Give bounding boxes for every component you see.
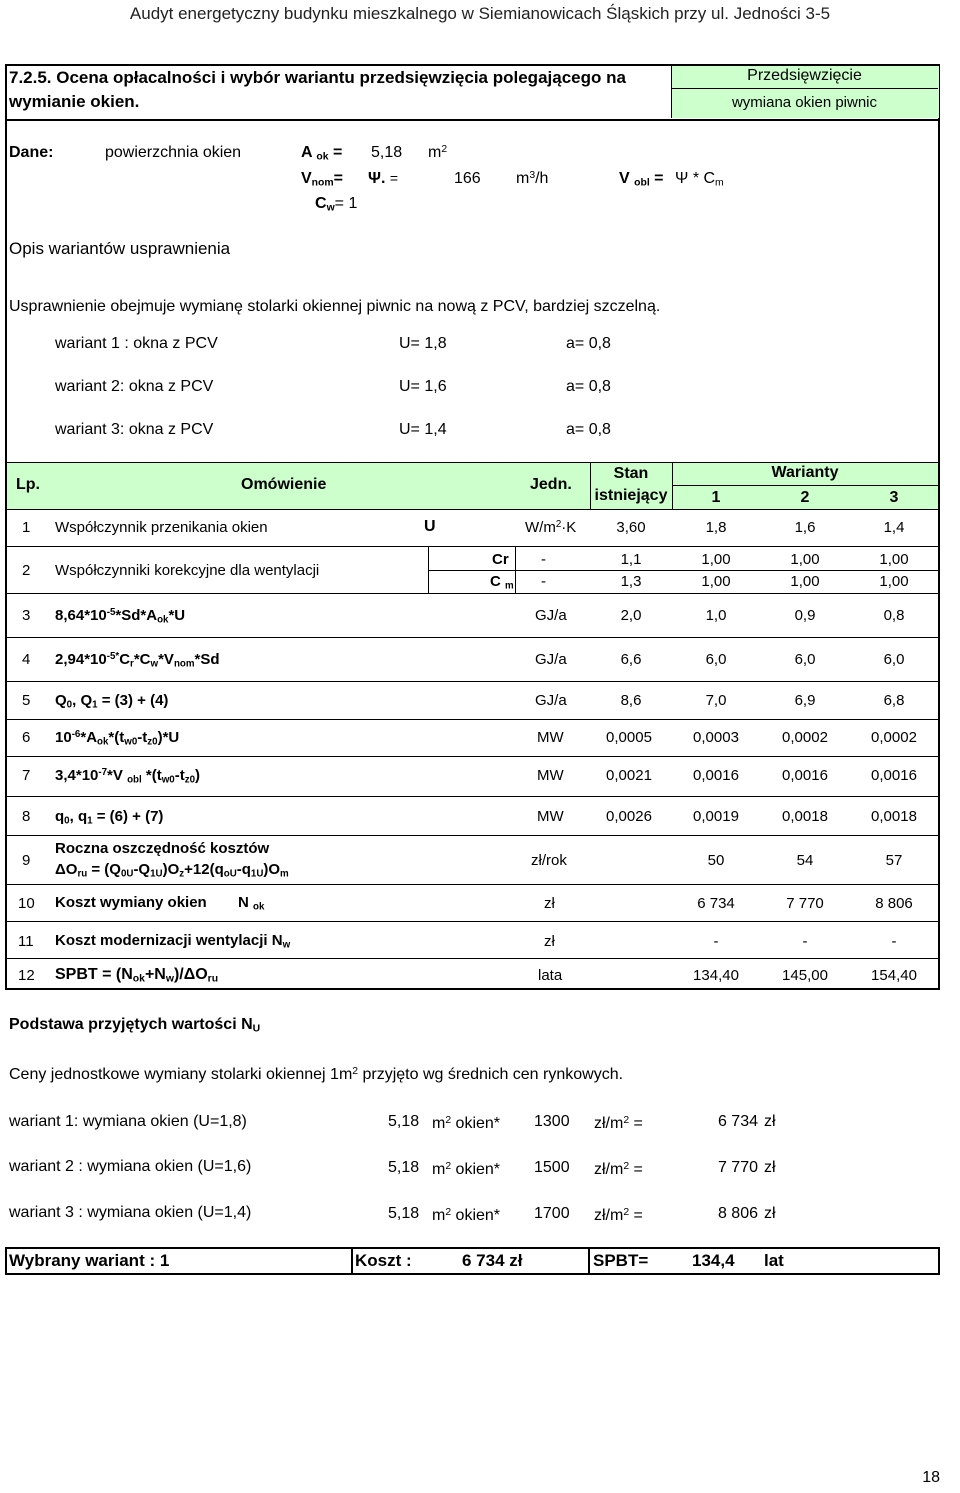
row1-sym: U — [424, 518, 436, 535]
row2a-sym: Cr — [492, 551, 509, 568]
aok-symbol: A $_{ok}$ = — [301, 144, 343, 163]
podstawa-text: Ceny jednostkowe wymiany stolarki okiennej $1m^2$ przyjęto wg średnich cen rynkowych. — [9, 1066, 624, 1084]
row6-stan: 0,0005 — [606, 729, 652, 746]
row2a-w2: 1,00 — [790, 551, 820, 568]
variant-1-name: wariant 1 : okna z PCV — [55, 335, 218, 352]
row3-unit: GJ/a — [535, 607, 567, 624]
row12-lp: 12 — [18, 967, 35, 984]
row7-w1: 0,0016 — [693, 767, 739, 784]
header-lp: Lp. — [16, 476, 40, 493]
variant-3-name: wariant 3: okna z PCV — [55, 421, 214, 438]
row4-w3: 6,0 — [883, 651, 905, 668]
row7-w2: 0,0016 — [782, 767, 828, 784]
row2b-sym: C $_m$ — [490, 573, 514, 592]
row11-w3: - — [891, 933, 897, 950]
row6-lp: 6 — [22, 729, 31, 746]
row5-formula: $Q_0$, $Q_1 = (3) + (4)$ — [55, 692, 169, 711]
dane-label: Dane: — [9, 144, 54, 161]
header-omowienie: Omówienie — [241, 476, 327, 493]
row3-w1: 1,0 — [705, 607, 727, 624]
cost-row-3-name: wariant 3 : wymiana okien (U=1,4) — [9, 1204, 252, 1221]
row11-desc: Koszt modernizacji wentylacji $N_w$ — [55, 932, 291, 951]
row6-formula: $10^{-6}*A_{ok}*(t_{w0}-t_{z0})*U$ — [55, 729, 180, 748]
row4-lp: 4 — [22, 651, 31, 668]
cost-row-1-cur: zł — [764, 1113, 776, 1130]
cost-row-3-zl: $zł/m^2$ = — [594, 1207, 643, 1225]
page-number: 18 — [922, 1469, 940, 1486]
row2-lp: 2 — [22, 562, 31, 579]
row2b-unit: - — [541, 573, 546, 590]
variant-3-u: U= 1,4 — [399, 421, 447, 438]
row5-lp: 5 — [22, 692, 31, 709]
summary-spbt-value: 134,4 — [692, 1251, 735, 1270]
psi-symbol: Ψ. = — [368, 170, 399, 187]
row9-lp: 9 — [22, 852, 31, 869]
row3-w3: 0,8 — [883, 607, 905, 624]
row12-w1: 134,40 — [693, 967, 739, 984]
row11-w1: - — [713, 933, 719, 950]
podstawa-title: Podstawa przyjętych wartości $N_U$ — [9, 1016, 261, 1035]
row10-lp: 10 — [18, 895, 35, 912]
cost-row-3-price: 1700 — [534, 1205, 570, 1222]
summary-wybrany: Wybrany wariant : 1 — [9, 1251, 170, 1270]
summary-koszt-value: 6 734 zł — [462, 1251, 523, 1270]
row2a-stan: 1,1 — [620, 551, 642, 568]
row2a-w3: 1,00 — [879, 551, 909, 568]
aok-value: 5,18 — [371, 144, 403, 161]
row6-w3: 0,0002 — [871, 729, 917, 746]
row1-unit: $W/m^2\cdot K$ — [525, 519, 577, 536]
variant-3-a: a= 0,8 — [566, 421, 611, 438]
row8-formula: $q_0$, $q_1 = (6) + (7)$ — [55, 808, 164, 827]
row12-w3: 154,40 — [871, 967, 917, 984]
row9-line1: Roczna oszczędność kosztów — [55, 840, 270, 857]
variant-1-u: U= 1,8 — [399, 335, 447, 352]
row8-unit: MW — [537, 808, 564, 825]
row1-lp: 1 — [22, 519, 31, 536]
row9-w2: 54 — [796, 852, 814, 869]
row8-w3: 0,0018 — [871, 808, 917, 825]
row3-stan: 2,0 — [620, 607, 642, 624]
header-jedn: Jedn. — [530, 476, 572, 493]
row9-formula: $\Delta O_{ru} = (Q_{0U}-Q_{1U})O_z+12(q_{oU}-q_{1U})O_m$ — [55, 861, 289, 880]
row2b-stan: 1,3 — [620, 573, 642, 590]
header-warianty: Warianty — [771, 464, 839, 481]
section-title-line2: wymianie okien. — [9, 92, 140, 111]
row11-unit: zł — [544, 933, 555, 950]
row10-sym: N $_{ok}$ — [238, 894, 265, 913]
summary-spbt-label: SPBT= — [593, 1251, 649, 1270]
row4-stan: 6,6 — [620, 651, 642, 668]
header-stan: Stan — [613, 465, 649, 482]
row6-unit: MW — [537, 729, 564, 746]
cost-row-3-cur: zł — [764, 1205, 776, 1222]
cost-row-3-area: 5,18 — [388, 1205, 420, 1222]
cost-row-1-name: wariant 1: wymiana okien (U=1,8) — [9, 1113, 247, 1130]
row5-w1: 7,0 — [705, 692, 727, 709]
row4-formula: $2,94*10^{-5*}C_r*C_w*V_{nom}*Sd$ — [55, 651, 220, 670]
przedsiewziecie-label: Przedsięwzięcie — [747, 67, 862, 84]
row7-formula: $3,4*10^{-7}*V$ $_{obl}$ $*(t_{w0}-t_{z0})$ — [55, 767, 201, 786]
row8-w2: 0,0018 — [782, 808, 828, 825]
aok-unit: $m^2$ — [428, 144, 448, 162]
row12-formula: SPBT = $(N_{ok}+N_w)/\Delta O_{ru}$ — [55, 966, 219, 985]
row10-w3: 8 806 — [875, 895, 913, 912]
row9-w1: 50 — [707, 852, 725, 869]
row6-w1: 0,0003 — [693, 729, 739, 746]
row1-w1: 1,8 — [705, 519, 727, 536]
summary-spbt-unit: lat — [764, 1251, 784, 1270]
variant-2-u: U= 1,6 — [399, 378, 447, 395]
row6-w2: 0,0002 — [782, 729, 828, 746]
header-w2: 2 — [800, 489, 810, 506]
section-title-line1: 7.2.5. Ocena opłacalności i wybór wariantu przedsięwzięcia polegającego na — [9, 68, 626, 87]
cost-row-3-total: 8 806 — [717, 1205, 758, 1222]
cost-row-2-name: wariant 2 : wymiana okien (U=1,6) — [9, 1158, 252, 1175]
row8-lp: 8 — [22, 808, 31, 825]
cw-symbol: $C_w= 1$ — [315, 195, 358, 214]
vnom-unit: $m^3/h$ — [516, 170, 549, 188]
cost-row-2-total: 7 770 — [717, 1159, 758, 1176]
row8-stan: 0,0026 — [606, 808, 652, 825]
title-divider — [5, 119, 940, 121]
row2-desc: Współczynniki korekcyjne dla wentylacji — [55, 562, 320, 579]
row12-unit: lata — [538, 967, 563, 984]
cost-row-2-cur: zł — [764, 1159, 776, 1176]
header-w3: 3 — [889, 489, 899, 506]
cost-row-1-okien: $m^2$ okien* — [432, 1115, 501, 1133]
row1-w2: 1,6 — [794, 519, 816, 536]
row2b-w2: 1,00 — [790, 573, 820, 590]
row5-w3: 6,8 — [883, 692, 905, 709]
row10-desc: Koszt wymiany okien — [55, 894, 207, 911]
row3-formula: $8,64*10^{-5}*Sd*A_{ok}*U$ — [55, 607, 186, 626]
header-istniejacy: istniejący — [594, 487, 668, 504]
row7-unit: MW — [537, 767, 564, 784]
cost-row-3-okien: $m^2$ okien* — [432, 1207, 501, 1225]
row7-stan: 0,0021 — [606, 767, 652, 784]
row4-w2: 6,0 — [794, 651, 816, 668]
row4-unit: GJ/a — [535, 651, 567, 668]
row2b-w1: 1,00 — [701, 573, 731, 590]
row11-lp: 11 — [18, 933, 34, 950]
row1-stan: 3,60 — [616, 519, 646, 536]
row3-w2: 0,9 — [794, 607, 816, 624]
row1-desc: Współczynnik przenikania okien — [55, 519, 268, 536]
row9-w3: 57 — [885, 852, 903, 869]
row11-w2: - — [802, 933, 808, 950]
row7-lp: 7 — [22, 767, 31, 784]
row12-w2: 145,00 — [782, 967, 828, 984]
header-w1: 1 — [711, 489, 721, 506]
page-header: Audyt energetyczny budynku mieszkalnego w Siemianowicach Śląskich przy ul. Jedności 3-5 — [129, 4, 831, 23]
row5-unit: GJ/a — [535, 692, 567, 709]
row10-w2: 7 770 — [786, 895, 824, 912]
cost-row-2-price: 1500 — [534, 1159, 570, 1176]
row2a-unit: - — [541, 551, 546, 568]
cost-row-1-total: 6 734 — [717, 1113, 758, 1130]
cost-row-1-area: 5,18 — [388, 1113, 420, 1130]
row3-lp: 3 — [22, 607, 31, 624]
row10-w1: 6 734 — [697, 895, 735, 912]
row5-w2: 6,9 — [794, 692, 816, 709]
przedsiewziecie-value: wymiana okien piwnic — [731, 94, 878, 111]
vobl-symbol: V $_{obl}$ = — [619, 170, 664, 189]
cost-row-2-area: 5,18 — [388, 1159, 420, 1176]
vobl-formula: Ψ * $C_m$ — [675, 170, 724, 189]
vnom-symbol: $V_{nom}=$ — [301, 170, 343, 189]
row2a-w1: 1,00 — [701, 551, 731, 568]
opis-title: Opis wariantów usprawnienia — [9, 239, 231, 258]
row1-w3: 1,4 — [883, 519, 905, 536]
row2b-w3: 1,00 — [879, 573, 909, 590]
cost-row-1-zl: $zł/m^2$ = — [594, 1115, 643, 1133]
vnom-value: 166 — [454, 170, 481, 187]
cost-row-2-zl: $zł/m^2$ = — [594, 1161, 643, 1179]
row7-w3: 0,0016 — [871, 767, 917, 784]
variant-2-a: a= 0,8 — [566, 378, 611, 395]
opis-text: Usprawnienie obejmuje wymianę stolarki okiennej piwnic na nową z PCV, bardziej szczelną. — [9, 298, 661, 315]
row10-unit: zł — [544, 895, 555, 912]
row4-w1: 6,0 — [705, 651, 727, 668]
cost-row-1-price: 1300 — [534, 1113, 570, 1130]
row8-w1: 0,0019 — [693, 808, 739, 825]
variant-1-a: a= 0,8 — [566, 335, 611, 352]
variant-2-name: wariant 2: okna z PCV — [55, 378, 214, 395]
cost-row-2-okien: $m^2$ okien* — [432, 1161, 501, 1179]
summary-koszt-label: Koszt : — [355, 1251, 412, 1270]
row9-unit: zł/rok — [531, 852, 567, 869]
pow-label: powierzchnia okien — [105, 144, 242, 161]
row5-stan: 8,6 — [620, 692, 642, 709]
